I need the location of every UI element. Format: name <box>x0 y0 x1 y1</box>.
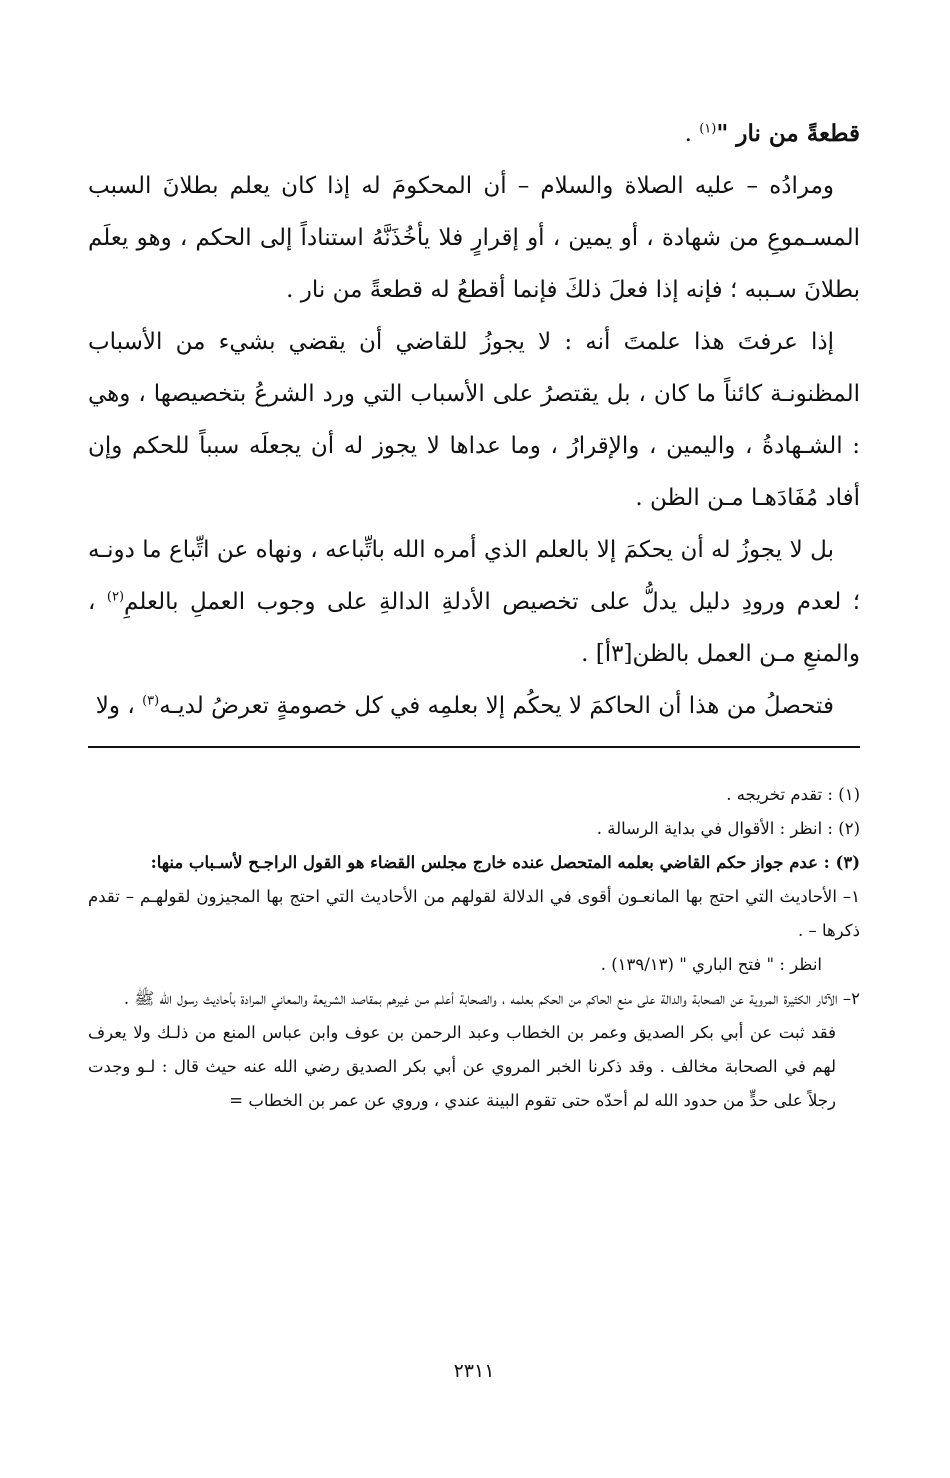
heading-fragment: قطعةً من نار " <box>716 120 860 147</box>
footnote-2: (٢) : انظر : الأقوال في بداية الرسالة . <box>596 819 860 838</box>
footnote-3: (٣) : عدم جواز حكم القاضي بعلمه المتحصل عنده خارج مجلس القضاء هو القول الراجـح لأسـباب منها: <box>150 853 860 872</box>
page-number: ٢٣١١ <box>453 1360 495 1382</box>
paragraph-4-b: ، ولا <box>95 693 143 719</box>
footnote-ref-2: (٢) <box>106 589 125 605</box>
main-text <box>88 108 860 732</box>
footnote-ref-1: (١) <box>699 121 717 137</box>
footnote-divider <box>88 746 860 748</box>
paragraph-1: ومرادُه – عليه الصلاة والسلام – أن المحكومَ له إذا كان يعلم بطلانَ السبب المسـموعِ من شهادة ، أو يمين ، أو إقرارٍ فلا يأخُذَنَّهُ استناداً إلى الحكم ، وهو يعلَم بطلانَ سـببه ؛ فإنه إذا فعلَ ذلكَ فإنما أقطعُ له قطعةً من نار . <box>88 173 860 303</box>
footnote-1: (١) : تقدم تخريجه . <box>726 785 860 804</box>
footnote-3-item-2: ٢– الآثار الكثيرة المروية عن الصحابة والدالة على منع الحاكم من الحكم بعلمه ، والصحابة أعلـم مـن غيرهم بمقاصد الشريعة والمعاني المرادة بأحاديث رسول الله ﷺ . <box>123 989 860 1008</box>
footnote-3-item-1: ١– الأحاديث التي احتج بها المانعـون أقوى في الدلالة لقولهم من الأحاديث التي احتج بها المجيزون لقولهـم – تقدم ذكرها – . <box>88 887 860 940</box>
paragraph-3-b: ، والمنعِ مـن العمل بالظن[٣أ] . <box>88 589 860 667</box>
heading-line <box>88 108 860 160</box>
footnote-ref-3: (٣) <box>142 693 160 709</box>
footnote-3-item-3: فقد ثبت عن أبي بكر الصديق وعمر بن الخطاب وعبد الرحمن بن عوف وابن عباس المنع من ذلـك ولا يعرف لهم في الصحابة مخالف . وقد ذكرنا الخبر المروي عن أبي بكر الصديق رضي الله عنه حيث قال : لـو وجدت رجلاً على حدٍّ من حدود الله لم أحدّه حتى تقوم البينة عندي ، وروي عن عمر بن الخطاب = <box>88 1023 836 1110</box>
paragraph-4 <box>88 680 860 732</box>
paragraph-3 <box>88 524 860 680</box>
paragraph-2: إذا عرفتَ هذا علمتَ أنه : لا يجوزُ للقاضي أن يقضي بشيء من الأسباب المظنونـة كائناً ما كان ، بل يقتصرُ على الأسباب التي ورد الشرعُ بتخصيصها ، وهي : الشـهادةُ ، واليمين ، والإقرارُ ، وما عداها لا يجوز له أن يجعلَه سبباً للحكم وإن أفاد مُفَادَهـا مـن الظن . <box>88 329 860 511</box>
document-page <box>88 108 860 1448</box>
paragraph-3-a: بل لا يجوزُ له أن يحكمَ إلا بالعلم الذي أمره الله باتِّباعه ، ونهاه عن اتِّباع ما دونـه ؛ لعدم ورودِ دليل يدلُّ على تخصيص الأدلةِ الدالةِ على وجوب العملِ بالعلمِ <box>88 537 861 615</box>
footnotes <box>88 778 860 1118</box>
footnote-3-item-1-reference: انظر : " فتح الباري " (١٣٩/١٣) . <box>600 955 822 974</box>
paragraph-4-a: فتحصلُ من هذا أن الحاكمَ لا يحكُم إلا بعلمِه في كل خصومةٍ تعرضُ لديـه <box>159 693 834 719</box>
heading-end: . <box>684 121 700 147</box>
